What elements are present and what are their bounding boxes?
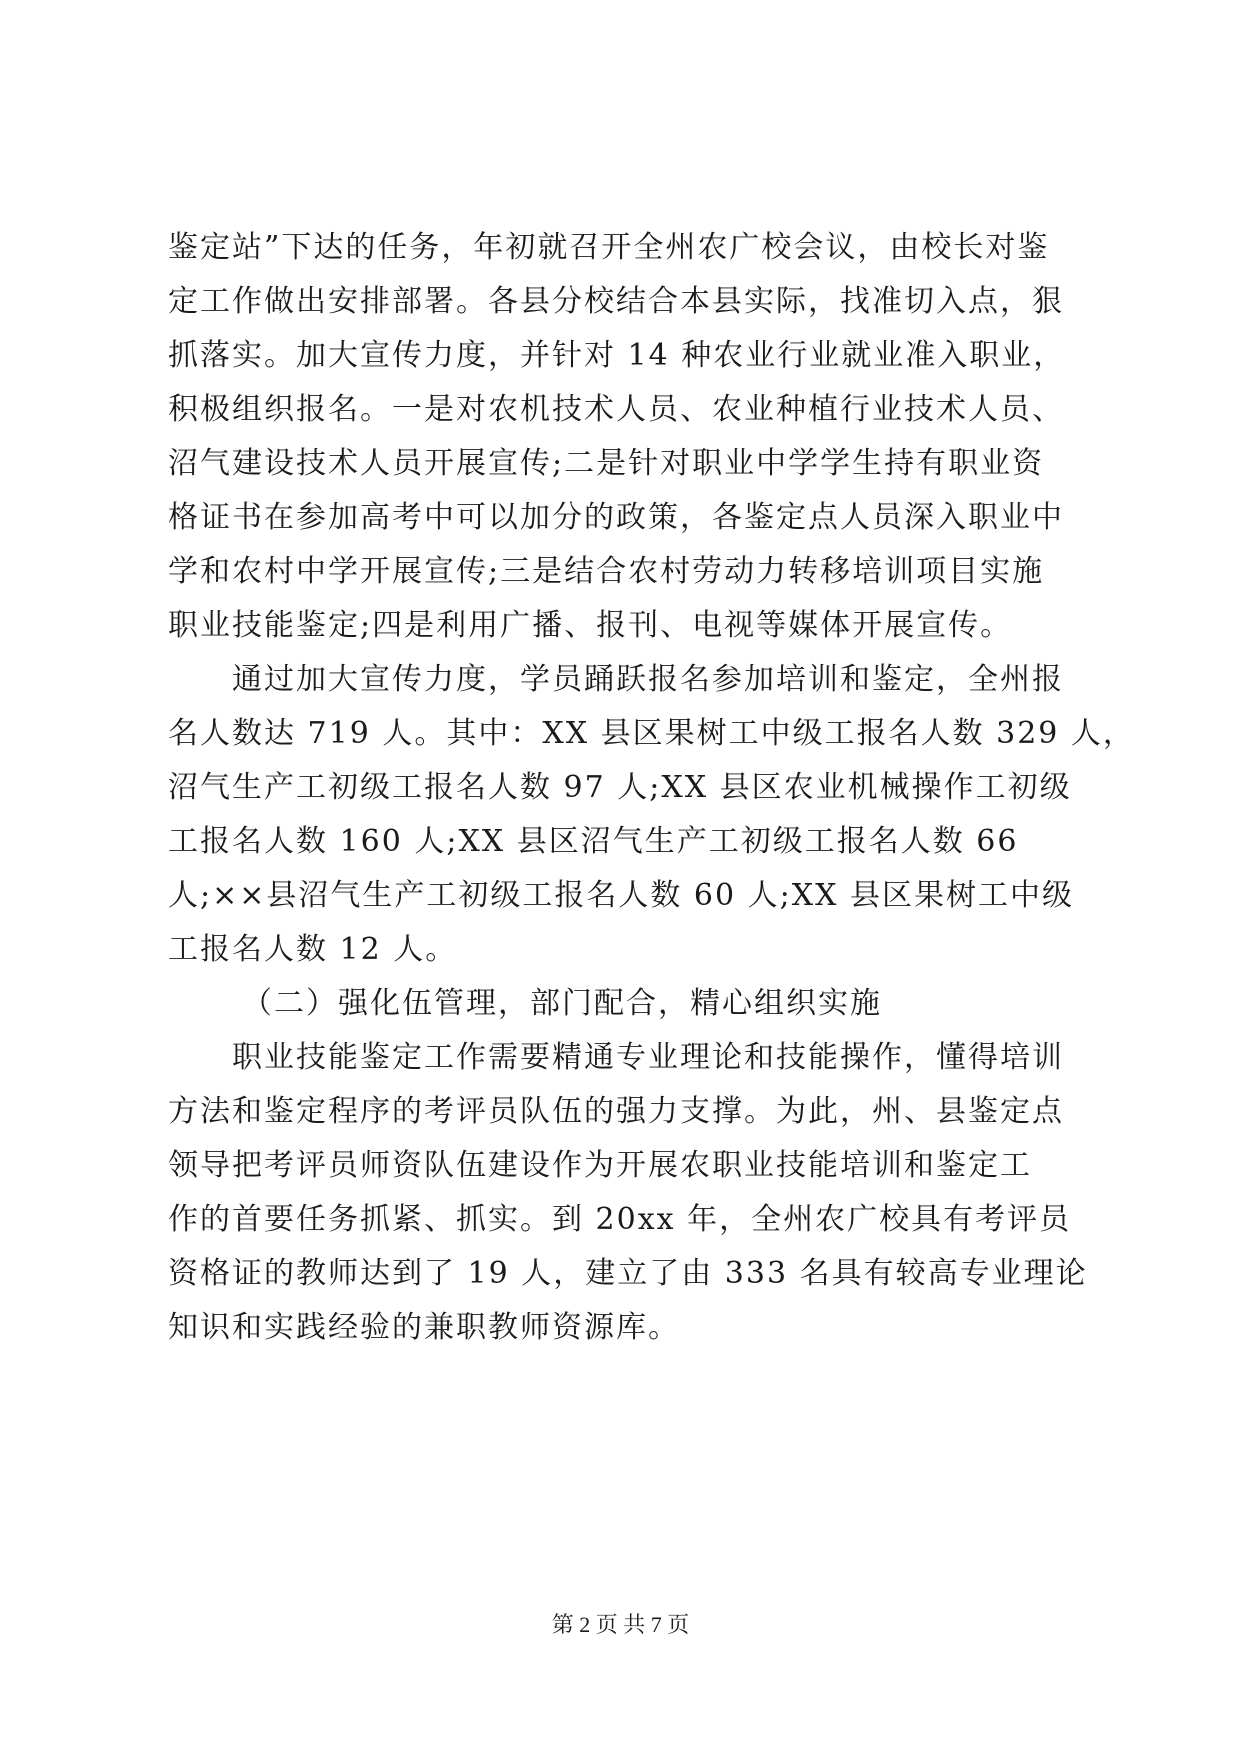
text-line: 积极组织报名。一是对农机技术人员、农业种植行业技术人员、 xyxy=(168,392,1064,427)
text-line: 工报名人数 160 人;XX 县区沼气生产工初级工报名人数 66 xyxy=(168,824,1019,859)
text-line: 工报名人数 12 人。 xyxy=(168,932,458,967)
page-number-footer: 第 2 页 共 7 页 xyxy=(551,1612,690,1637)
text-line: 名人数达 719 人。其中：XX 县区果树工中级工报名人数 329 人， xyxy=(168,716,1135,751)
text-line: 职业技能鉴定;四是利用广播、报刊、电视等媒体开展宣传。 xyxy=(168,608,1013,643)
text-line: 通过加大宣传力度，学员踊跃报名参加培训和鉴定，全州报 xyxy=(232,662,1064,697)
text-line: 学和农村中学开展宣传;三是结合农村劳动力转移培训项目实施 xyxy=(168,554,1045,589)
text-line: 方法和鉴定程序的考评员队伍的强力支撑。为此，州、县鉴定点 xyxy=(168,1094,1064,1129)
text-line: 资格证的教师达到了 19 人，建立了由 333 名具有较高专业理论 xyxy=(168,1256,1088,1291)
text-line: 人;××县沼气生产工初级工报名人数 60 人;XX 县区果树工中级 xyxy=(168,878,1074,913)
text-line: 沼气生产工初级工报名人数 97 人;XX 县区农业机械操作工初级 xyxy=(168,770,1072,805)
text-line: 作的首要任务抓紧、抓实。到 20xx 年，全州农广校具有考评员 xyxy=(168,1202,1072,1237)
text-line: 沼气建设技术人员开展宣传;二是针对职业中学学生持有职业资 xyxy=(168,446,1045,481)
text-line: 职业技能鉴定工作需要精通专业理论和技能操作，懂得培训 xyxy=(232,1040,1064,1075)
text-line: 定工作做出安排部署。各县分校结合本县实际，找准切入点，狠 xyxy=(168,284,1064,319)
text-line: 抓落实。加大宣传力度，并针对 14 种农业行业就业准入职业， xyxy=(168,338,1066,373)
text-line: 鉴定站”下达的任务，年初就召开全州农广校会议，由校长对鉴 xyxy=(168,230,1050,265)
text-line: 知识和实践经验的兼职教师资源库。 xyxy=(168,1310,680,1345)
section-heading: （二）强化伍管理，部门配合，精心组织实施 xyxy=(242,986,882,1021)
text-line: 领导把考评员师资队伍建设作为开展农职业技能培训和鉴定工 xyxy=(168,1148,1032,1183)
text-line: 格证书在参加高考中可以加分的政策，各鉴定点人员深入职业中 xyxy=(168,500,1064,535)
